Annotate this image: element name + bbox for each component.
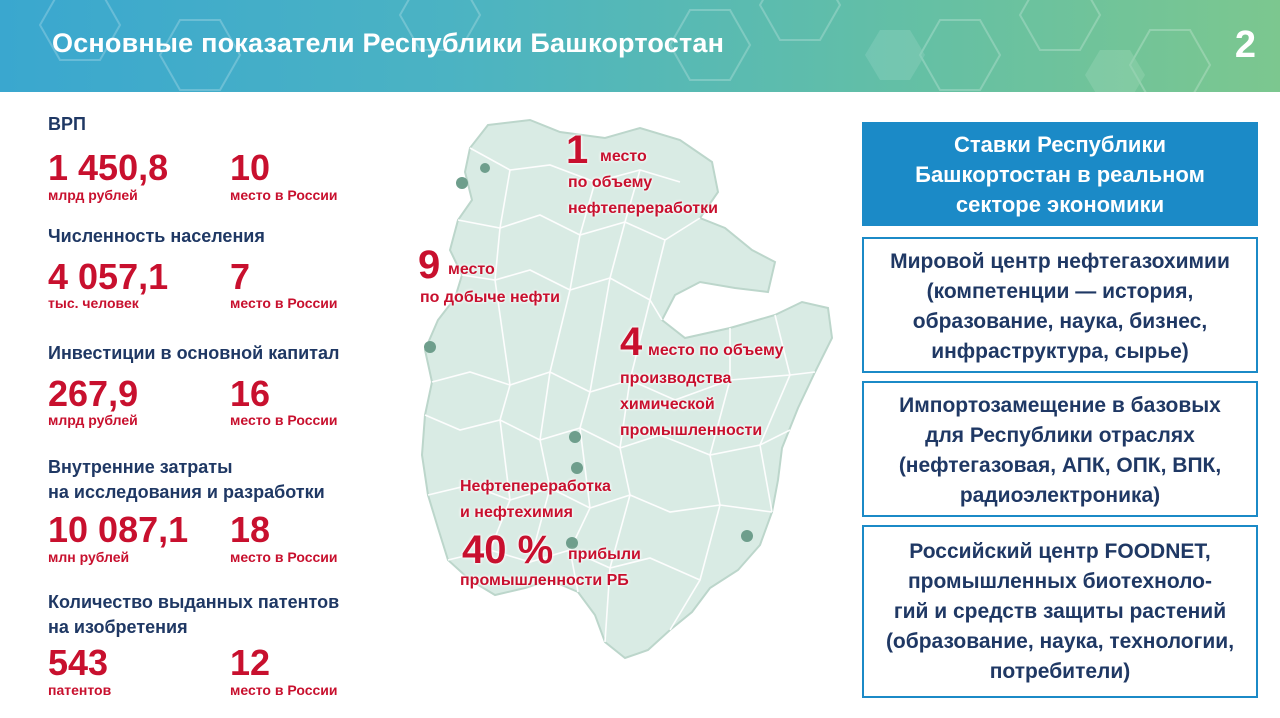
stat-unit: тыс. человек [48,295,139,311]
stat-unit: патентов [48,682,112,698]
stat-rank: 16 [230,373,271,414]
stat-grp [48,112,398,212]
stat-unit: млрд рублей [48,412,138,428]
priority-line: потребители) [989,660,1131,683]
annotation-chemical-line-1: место по объему [648,342,784,359]
stat-rank: 12 [230,642,271,683]
annotation-petrochem-number [462,530,553,572]
priority-line: промышленных биотехноло- [907,570,1213,593]
priority-box-import-substitution [862,381,1258,517]
priority-line: инфраструктура, сырье) [931,340,1189,363]
stat-rnd-costs [48,455,398,575]
priority-box-petrochemistry [862,237,1258,373]
annotation-number: 40 % [462,528,554,572]
stat-patents [48,590,398,710]
stat-value: 10 087,1 [48,509,189,550]
stat-population [48,224,398,324]
stat-label: Численность населения [48,226,265,246]
stat-label-line-1: Внутренние затраты [48,457,233,477]
priority-line: образование, наука, бизнес, [912,310,1208,333]
stat-label-line-2: на изобретения [48,617,188,637]
annotation-petrochem-tail-2: промышленности РБ [460,572,629,589]
annotation-chemical [620,322,642,364]
stat-rank-text: место в России [230,412,338,428]
annotation-number: 1 [566,128,589,172]
annotation-number: 9 [418,243,441,287]
stat-rank: 7 [230,256,251,297]
priority-line: Мировой центр нефтегазохимии [890,250,1230,273]
stat-rank-text: место в России [230,682,338,698]
annotation-petrochem-line-2: и нефтехимия [460,504,573,521]
priorities-header-line-2: Башкортостан в реальном [915,162,1205,187]
stat-rank: 10 [230,147,271,188]
stat-value: 4 057,1 [48,256,169,297]
stat-investments [48,341,398,441]
annotation-petrochem-tail-1: прибыли [568,546,641,563]
priority-line: (компетенции — история, [926,280,1194,303]
page-title: Основные показатели Республики Башкортостан [52,28,725,58]
annotation-oil [418,245,440,287]
annotation-chemical-line-3: химической [620,396,715,413]
stat-value: 1 450,8 [48,147,169,188]
stat-label-line-2: на исследования и разработки [48,482,325,502]
stat-value: 267,9 [48,373,139,414]
stat-label: Инвестиции в основной капитал [48,343,340,363]
priority-line: гий и средств защиты растений [893,600,1227,623]
page-number: 2 [1234,24,1256,66]
stat-rank: 18 [230,509,271,550]
header-banner [0,0,1280,92]
annotation-oil-line-1: место [448,261,495,278]
annotation-refining-line-2: по объему [568,174,653,191]
annotation-oil-line-2: по добыче нефти [420,289,561,306]
priority-line: (нефтегазовая, АПК, ОПК, ВПК, [898,454,1222,477]
stat-label: ВРП [48,114,86,134]
priority-line: Российский центр FOODNET, [909,540,1211,563]
annotation-refining-line-1: место [600,148,647,165]
stat-rank-text: место в России [230,549,338,565]
annotation-refining-line-3: нефтепереработки [568,200,718,217]
stat-label-line-1: Количество выданных патентов [48,592,340,612]
annotation-chemical-line-4: промышленности [620,422,763,439]
annotation-petrochem-line-1: Нефтепереработка [460,478,611,495]
stat-rank-text: место в России [230,187,338,203]
priority-line: для Республики отраслях [925,424,1195,447]
annotation-refining [566,130,588,172]
stat-value: 543 [48,642,109,683]
priorities-header [862,122,1258,226]
region-map [400,110,850,670]
priority-line: радиоэлектроника) [959,484,1161,507]
priorities-header-line-3: секторе экономики [955,192,1165,217]
priorities-header-line-1: Ставки Республики [954,132,1166,157]
stat-unit: млн рублей [48,549,130,565]
stat-unit: млрд рублей [48,187,138,203]
annotation-number: 4 [620,320,643,364]
priority-line: Импортозамещение в базовых [899,394,1221,417]
priority-box-foodnet [862,525,1258,698]
stat-rank-text: место в России [230,295,338,311]
annotation-chemical-line-2: производства [620,370,732,387]
priority-line: (образование, наука, технологии, [885,630,1235,653]
